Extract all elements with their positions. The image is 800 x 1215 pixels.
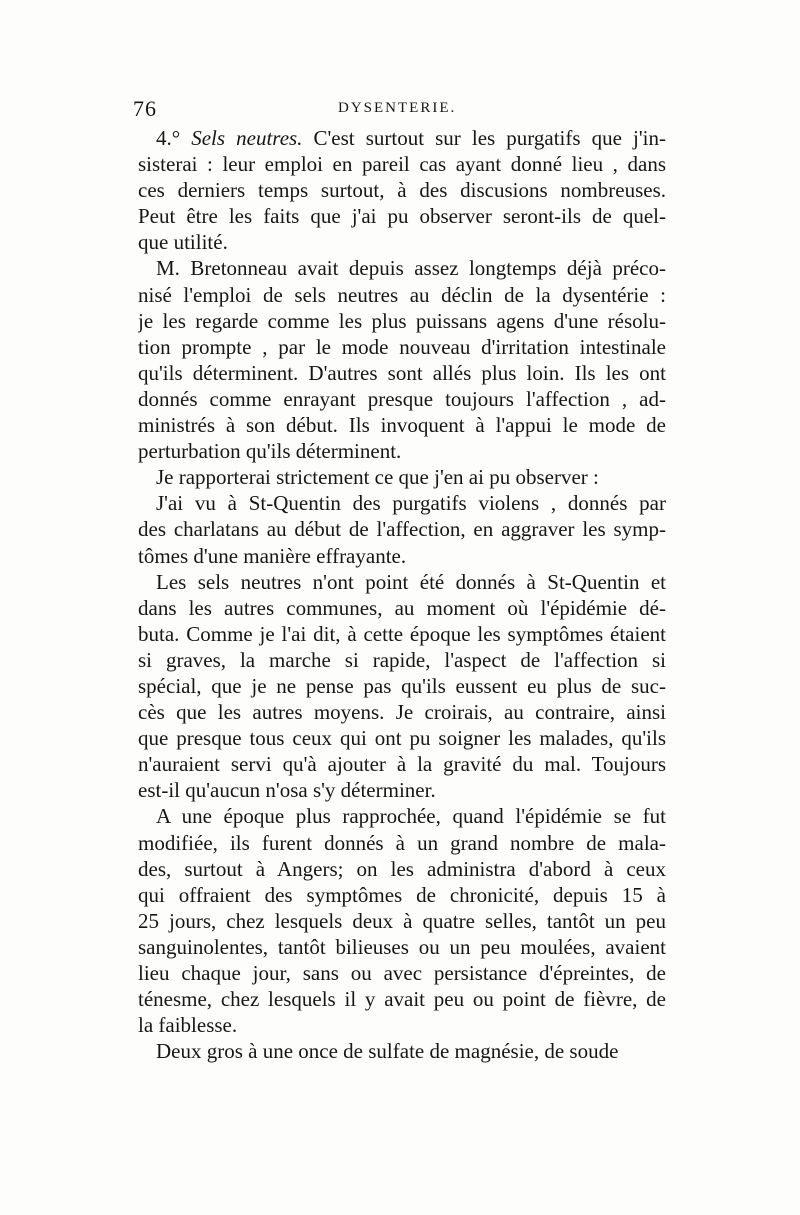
paragraph	[138, 803, 666, 1038]
text-line: qui offraient des symptômes de chronicité, depuis 15 à	[138, 882, 666, 907]
text-line: est-il qu'aucun n'osa s'y déterminer.	[138, 778, 436, 803]
text-line: ministrés à son début. Ils invoquent à l'appui le mode de	[138, 413, 666, 438]
text-line: perturbation qu'ils déterminent.	[138, 439, 402, 464]
text-line: cès que les autres moyens. Je croirais, au contraire, ainsi	[138, 700, 666, 725]
text-line	[138, 125, 666, 151]
paragraph	[138, 1038, 666, 1064]
paragraph	[138, 569, 666, 804]
section-number: 4.°	[156, 126, 192, 150]
text-line: tion prompte , par le mode nouveau d'irritation intestinale	[138, 334, 666, 359]
text-line: spécial, que je ne pense pas qu'ils eussent eu plus de suc-	[138, 673, 666, 698]
text-line: modifiée, ils furent donnés à un grand nombre de mala-	[138, 830, 666, 855]
text-line: si graves, la marche si rapide, l'aspect de l'affection si	[138, 647, 666, 672]
text-line: Je rapporterai strictement ce que j'en ai pu observer :	[156, 465, 599, 490]
text-line: J'ai vu à St-Quentin des purgatifs violens , donnés par	[156, 491, 666, 516]
text-line: sanguinolentes, tantôt bilieuses ou un peu moulées, avaient	[138, 934, 666, 959]
text-line: 25 jours, chez lesquels deux à quatre selles, tantôt un peu	[138, 908, 666, 933]
paragraph	[138, 255, 666, 464]
text-line: A une époque plus rapprochée, quand l'épidémie se fut	[156, 804, 666, 829]
text-line: que presque tous ceux qui ont pu soigner les malades, qu'ils	[138, 726, 666, 751]
text-line: sisterai : leur emploi en pareil cas ayant donné lieu , dans	[138, 152, 666, 177]
text-line: donnés comme enrayant presque toujours l'affection , ad-	[138, 386, 666, 411]
text-line: la faiblesse.	[138, 1013, 238, 1038]
page-header	[133, 96, 663, 124]
text-line: qu'ils déterminent. D'autres sont allés plus loin. Ils les ont	[138, 360, 666, 385]
line-text: C'est surtout sur les purgatifs que j'in-	[302, 126, 666, 150]
text-line: lieu chaque jour, sans ou avec persistance d'épreintes, de	[138, 961, 666, 985]
text-line: je les regarde comme les plus puissans agens d'une résolu-	[138, 308, 666, 333]
paragraph	[138, 490, 666, 568]
text-line: que utilité.	[138, 230, 228, 255]
text-line: ces derniers temps surtout, à des discusions nombreuses.	[138, 178, 666, 203]
page-number: 76	[133, 96, 157, 121]
body-text	[138, 125, 666, 1064]
running-head: DYSENTERIE.	[338, 100, 457, 116]
text-line: n'auraient servi qu'à ajouter à la gravité du mal. Toujours	[138, 752, 666, 777]
text-line: ténesme, chez lesquels il y avait peu ou point de fièvre, de	[138, 987, 666, 1012]
text-line: buta. Comme je l'ai dit, à cette époque les symptômes étaient	[138, 621, 666, 646]
text-line: Les sels neutres n'ont point été donnés à St-Quentin et	[156, 569, 666, 594]
text-line: des charlatans au début de l'affection, en aggraver les symp-	[138, 517, 666, 542]
text-line: M. Bretonneau avait depuis assez longtemps déjà préco-	[156, 256, 666, 281]
text-line: Peut être les faits que j'ai pu observer seront-ils de quel-	[138, 204, 666, 229]
section-title: Sels neutres.	[191, 126, 303, 150]
paragraph	[138, 125, 666, 255]
text-line: des, surtout à Angers; on les administra d'abord à ceux	[138, 856, 666, 881]
text-line: tômes d'une manière effrayante.	[138, 543, 407, 568]
text-line: Deux gros à une once de sulfate de magnésie, de soude	[156, 1039, 619, 1064]
text-line: dans les autres communes, au moment où l'épidémie dé-	[138, 595, 666, 620]
paragraph	[138, 464, 666, 490]
text-line: nisé l'emploi de sels neutres au déclin de la dysentérie :	[138, 282, 666, 307]
